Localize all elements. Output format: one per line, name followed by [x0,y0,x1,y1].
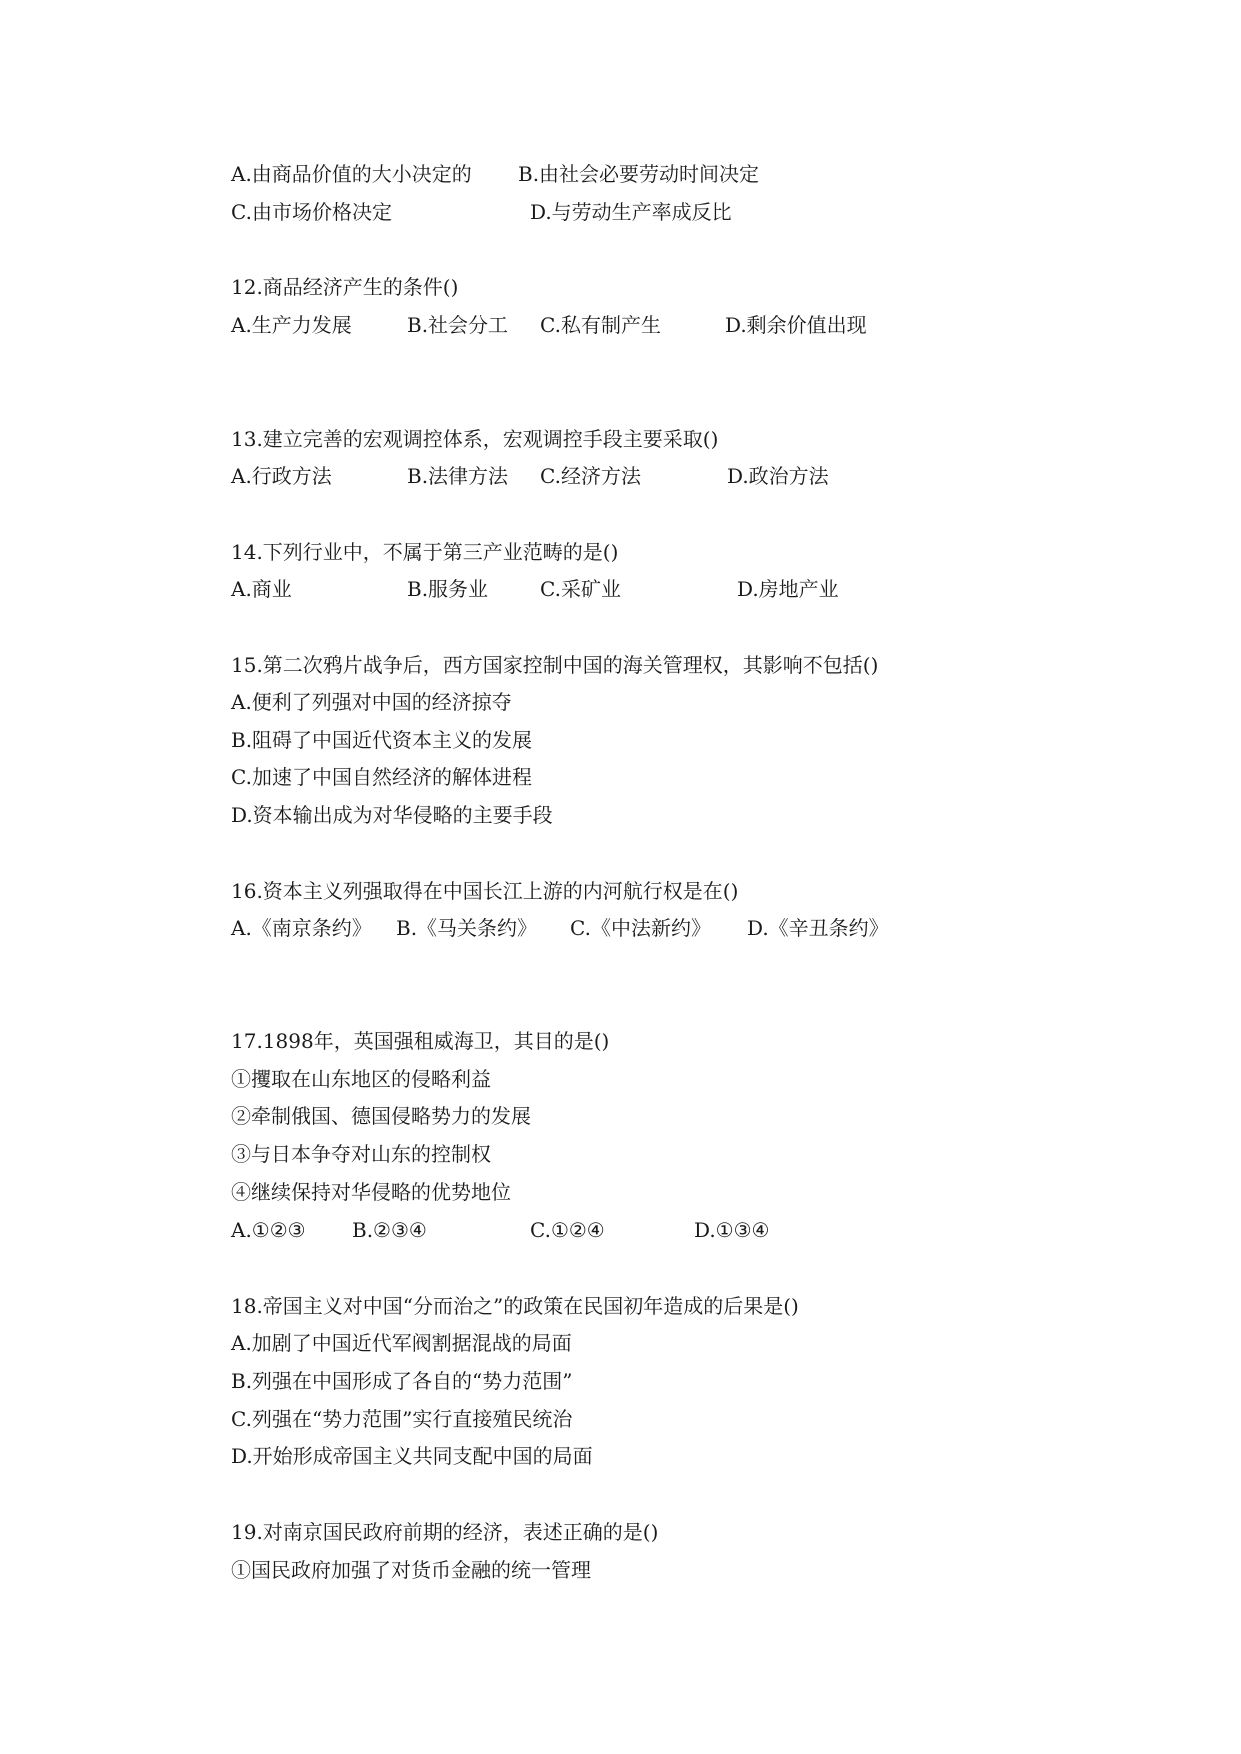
q19-stem: 19.对南京国民政府前期的经济，表述正确的是() [231,1520,659,1544]
q14-stem: 14.下列行业中，不属于第三产业范畴的是() [231,540,619,564]
q17-statement-2: ②牵制俄国、德国侵略势力的发展 [231,1104,531,1128]
q14-option-b: B.服务业 [407,577,489,601]
q19-statement-1: ①国民政府加强了对货币金融的统一管理 [231,1558,591,1582]
q17-option-a: A.①②③ [231,1218,306,1242]
q13-stem: 13.建立完善的宏观调控体系，宏观调控手段主要采取() [231,427,719,451]
q17-stem: 17.1898年，英国强租威海卫，其目的是() [231,1029,610,1053]
q18-option-b: B.列强在中国形成了各自的“势力范围” [231,1369,573,1393]
q16-stem: 16.资本主义列强取得在中国长江上游的内河航行权是在() [231,879,739,903]
q17-option-d: D.①③④ [694,1218,770,1242]
q12-option-b: B.社会分工 [407,313,509,337]
q16-option-d: D.《辛丑条约》 [747,916,889,940]
q12-option-a: A.生产力发展 [231,313,352,337]
q13-option-c: C.经济方法 [540,464,641,488]
q18-option-d: D.开始形成帝国主义共同支配中国的局面 [231,1444,593,1468]
q15-option-a: A.便利了列强对中国的经济掠夺 [231,690,512,714]
q18-option-c: C.列强在“势力范围”实行直接殖民统治 [231,1407,573,1431]
q15-option-d: D.资本输出成为对华侵略的主要手段 [231,803,553,827]
q11-option-c: C.由市场价格决定 [231,200,392,224]
q18-stem: 18.帝国主义对中国“分而治之”的政策在民国初年造成的后果是() [231,1294,799,1318]
q17-option-c: C.①②④ [530,1218,605,1242]
q13-option-d: D.政治方法 [727,464,829,488]
q17-statement-4: ④继续保持对华侵略的优势地位 [231,1180,511,1204]
q16-option-a: A.《南京条约》 [231,916,372,940]
q11-option-d: D.与劳动生产率成反比 [530,200,732,224]
q13-option-b: B.法律方法 [407,464,509,488]
q11-option-b: B.由社会必要劳动时间决定 [518,162,760,186]
q17-statement-3: ③与日本争夺对山东的控制权 [231,1142,491,1166]
q13-option-a: A.行政方法 [231,464,332,488]
q14-option-d: D.房地产业 [737,577,839,601]
q14-option-c: C.采矿业 [540,577,621,601]
q18-option-a: A.加剧了中国近代军阀割据混战的局面 [231,1331,572,1355]
q15-option-b: B.阻碍了中国近代资本主义的发展 [231,728,533,752]
q12-option-d: D.剩余价值出现 [725,313,867,337]
q17-option-b: B.②③④ [352,1218,427,1242]
q17-statement-1: ①攫取在山东地区的侵略利益 [231,1067,491,1091]
q16-option-c: C.《中法新约》 [570,916,711,940]
q14-option-a: A.商业 [231,577,292,601]
q12-option-c: C.私有制产生 [540,313,661,337]
q16-option-b: B.《马关条约》 [396,916,538,940]
q12-stem: 12.商品经济产生的条件() [231,275,459,299]
q15-stem: 15.第二次鸦片战争后，西方国家控制中国的海关管理权，其影响不包括() [231,653,879,677]
q11-option-a: A.由商品价值的大小决定的 [231,162,472,186]
q15-option-c: C.加速了中国自然经济的解体进程 [231,765,532,789]
